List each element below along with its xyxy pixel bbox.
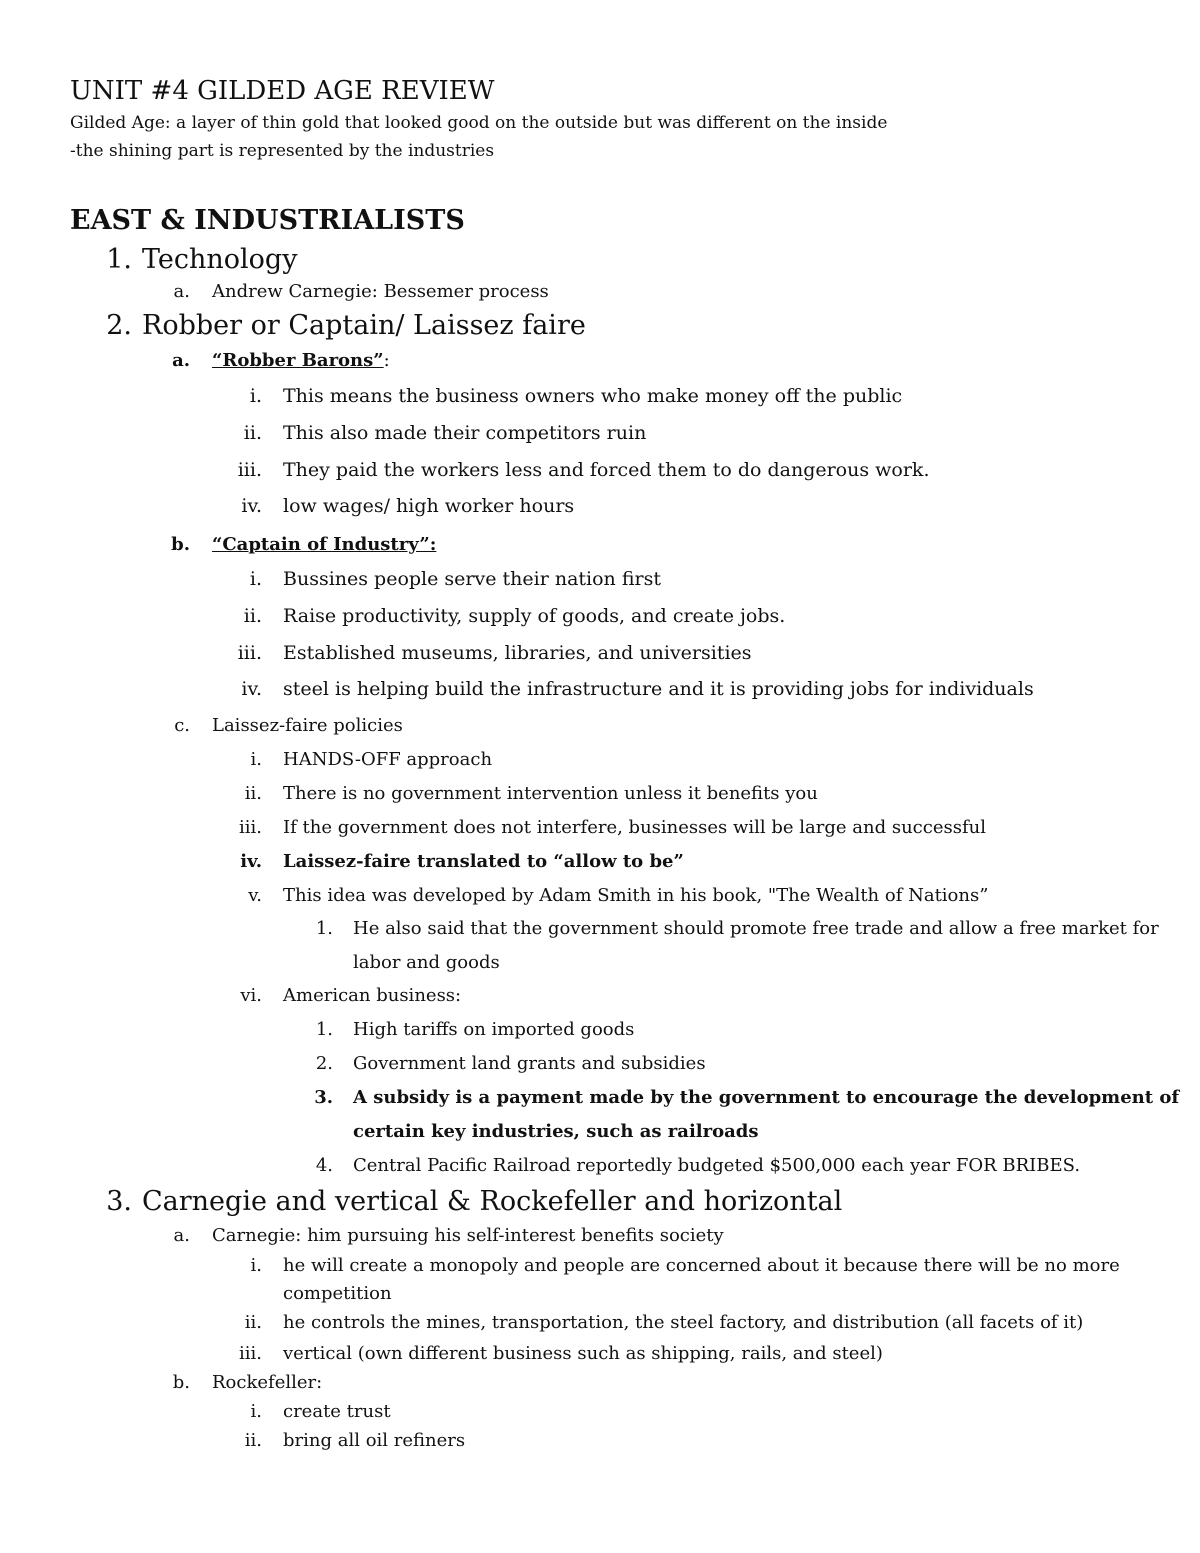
list-item: bring all oil refiners bbox=[283, 1430, 466, 1451]
list-item: They paid the workers less and forced them to do dangerous work. bbox=[283, 459, 930, 481]
list-marker: iv. bbox=[241, 678, 262, 700]
list-marker: a. bbox=[173, 1225, 190, 1246]
intro-line: -the shining part is represented by the industries bbox=[70, 141, 495, 161]
list-marker: vi. bbox=[240, 985, 262, 1006]
list-item: Central Pacific Railroad reportedly budgeted $500,000 each year FOR BRIBES. bbox=[353, 1155, 1081, 1176]
list-item: High tariffs on imported goods bbox=[353, 1019, 635, 1040]
section-heading: EAST & INDUSTRIALISTS bbox=[70, 205, 465, 236]
list-item-continuation: competition bbox=[283, 1283, 392, 1304]
list-item: “Robber Barons”: bbox=[212, 350, 390, 371]
list-marker: ii. bbox=[244, 1430, 262, 1451]
list-marker: a. bbox=[172, 350, 190, 371]
list-marker: v. bbox=[248, 885, 262, 906]
list-item: Rockefeller: bbox=[212, 1372, 323, 1393]
list-item: Laissez-faire translated to “allow to be” bbox=[283, 851, 684, 872]
list-marker: iv. bbox=[240, 851, 262, 872]
list-item: “Captain of Industry”: bbox=[212, 534, 437, 555]
list-item: American business: bbox=[283, 985, 462, 1006]
list-marker: 3. bbox=[314, 1087, 333, 1108]
list-item: A subsidy is a payment made by the government to encourage the development of bbox=[353, 1087, 1180, 1108]
list-marker: i. bbox=[249, 568, 262, 590]
list-marker: ii. bbox=[243, 605, 262, 627]
list-marker: iii. bbox=[237, 642, 262, 664]
list-item: This means the business owners who make money off the public bbox=[283, 385, 903, 407]
list-marker: ii. bbox=[243, 422, 262, 444]
list-marker: 1. bbox=[106, 244, 132, 275]
list-marker: b. bbox=[171, 534, 190, 555]
list-item: Carnegie and vertical & Rockefeller and horizontal bbox=[142, 1186, 843, 1217]
intro-line: Gilded Age: a layer of thin gold that looked good on the outside but was different on the inside bbox=[70, 113, 888, 133]
list-item: vertical (own different business such as shipping, rails, and steel) bbox=[283, 1343, 883, 1364]
list-marker: a. bbox=[173, 281, 190, 302]
list-marker: iv. bbox=[241, 495, 262, 517]
list-item: Andrew Carnegie: Bessemer process bbox=[212, 281, 549, 302]
list-item: If the government does not interfere, businesses will be large and successful bbox=[283, 817, 986, 838]
list-marker: 4. bbox=[315, 1155, 333, 1176]
list-item: There is no government intervention unless it benefits you bbox=[283, 783, 818, 804]
list-marker: i. bbox=[250, 749, 262, 770]
list-item: Established museums, libraries, and universities bbox=[283, 642, 752, 664]
list-marker: 1. bbox=[315, 918, 333, 939]
list-marker: 2. bbox=[315, 1053, 333, 1074]
list-item-continuation: certain key industries, such as railroads bbox=[353, 1121, 759, 1142]
list-item: he controls the mines, transportation, the steel factory, and distribution (all facets of it) bbox=[283, 1312, 1084, 1333]
list-item: steel is helping build the infrastructure and it is providing jobs for individuals bbox=[283, 678, 1034, 700]
list-marker: iii. bbox=[239, 1343, 262, 1364]
list-marker: 2. bbox=[106, 310, 132, 341]
list-item: Carnegie: him pursuing his self-interest benefits society bbox=[212, 1225, 724, 1246]
list-item: Technology bbox=[142, 244, 298, 275]
list-item: This also made their competitors ruin bbox=[283, 422, 647, 444]
list-marker: 3. bbox=[106, 1186, 132, 1217]
list-item: Laissez-faire policies bbox=[212, 715, 403, 736]
list-item: He also said that the government should promote free trade and allow a free market for bbox=[353, 918, 1159, 939]
list-marker: b. bbox=[172, 1372, 190, 1393]
list-marker: ii. bbox=[244, 783, 262, 804]
list-marker: iii. bbox=[237, 459, 262, 481]
list-item: Government land grants and subsidies bbox=[353, 1053, 706, 1074]
list-marker: ii. bbox=[244, 1312, 262, 1333]
document-title: UNIT #4 GILDED AGE REVIEW bbox=[70, 76, 495, 106]
list-item: create trust bbox=[283, 1401, 391, 1422]
list-marker: 1. bbox=[315, 1019, 333, 1040]
list-item: low wages/ high worker hours bbox=[283, 495, 575, 517]
list-marker: i. bbox=[250, 1401, 262, 1422]
list-marker: i. bbox=[250, 1255, 262, 1276]
list-item: Robber or Captain/ Laissez faire bbox=[142, 310, 586, 341]
list-marker: iii. bbox=[239, 817, 262, 838]
list-item: Raise productivity, supply of goods, and create jobs. bbox=[283, 605, 786, 627]
list-item: Bussines people serve their nation first bbox=[283, 568, 661, 590]
list-item: he will create a monopoly and people are concerned about it because there will be no more bbox=[283, 1255, 1120, 1276]
list-item-continuation: labor and goods bbox=[353, 952, 500, 973]
list-marker: i. bbox=[249, 385, 262, 407]
list-item: This idea was developed by Adam Smith in his book, "The Wealth of Nations” bbox=[283, 885, 989, 906]
list-marker: c. bbox=[174, 715, 190, 736]
list-item: HANDS-OFF approach bbox=[283, 749, 493, 770]
